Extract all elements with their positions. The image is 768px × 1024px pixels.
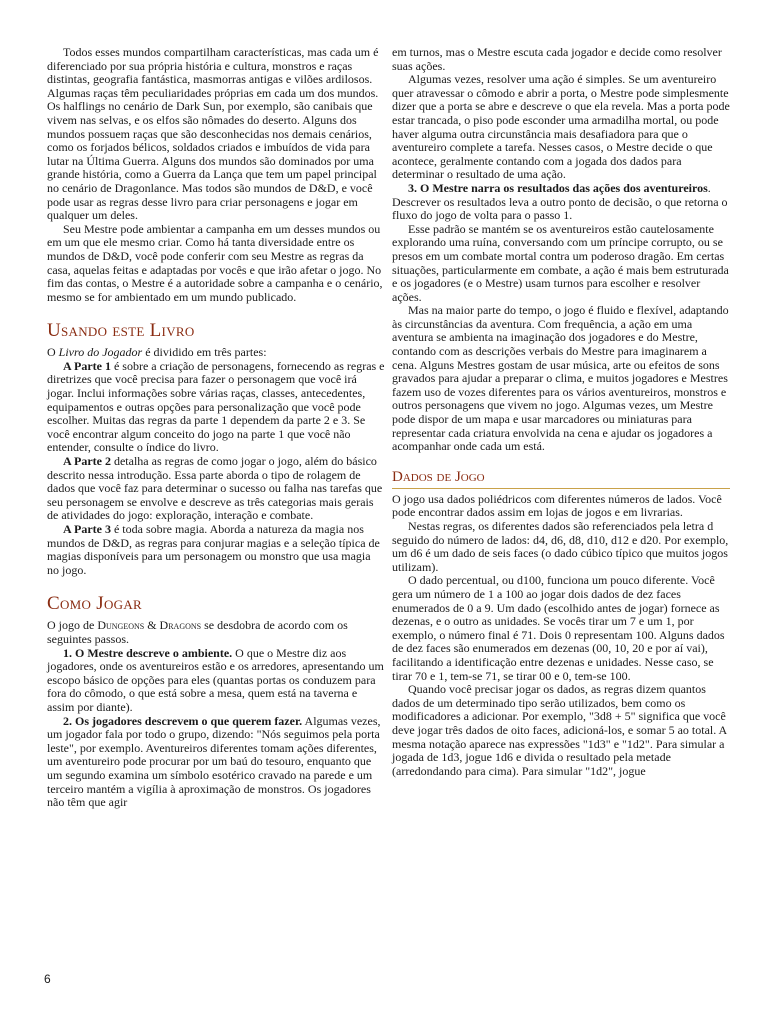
- heading-dados-de-jogo: Dados de Jogo: [392, 468, 730, 489]
- text: O: [47, 345, 59, 360]
- game-title: Dungeons & Dragons: [97, 618, 202, 633]
- paragraph: em turnos, mas o Mestre escuta cada jogador e decide como resolver suas ações.: [392, 45, 722, 73]
- paragraph: O dado percentual, ou d100, funciona um pouco diferente. Você gera um número de 1 a 100 ao jogar dois dados de dez faces enumerados de 0 a 9. Um dado (escolhido antes de jogar) fornece as dezenas, e o outro as unidades. Se vocês tirar um 7 e um 1, por exemplo, o número final é 71. Dois 0 representam 100. Alguns dados de dez faces são enumerados em dezenas (00, 10, 20 e por aí vai), facilitando a identificação entre dezenas e unidades. Nesse caso, se tirar 70 e 1, tem-se 71, se tirar 00 e 0, tem-se 100.: [392, 573, 725, 683]
- heading-como-jogar: Como Jogar: [47, 593, 142, 615]
- paragraph-step-3: [392, 182, 730, 223]
- paragraph-step-1: [47, 647, 385, 715]
- paragraph: Nestas regras, os diferentes dados são referenciados pela letra d seguido do número de lados: d4, d6, d8, d10, d12 e d20. Por exemplo, um d6 é um dado de seis faces (o dado cúbico típico que muitos jogos utilizam).: [392, 519, 729, 574]
- paragraph: Esse padrão se mantém se os aventureiros estão cautelosamente explorando uma ruína, conversando com um príncipe corrupto, ou se presos em um combate mortal contra um poderoso dragão. Em certas situações, particularmente em combate, a ação é mais bem estruturada e os jogadores (e o Mestre) usam turnos para escolher e resolver ações.: [392, 221, 729, 304]
- paragraph: Mas na maior parte do tempo, o jogo é fluido e flexível, adaptando às circunstâncias da aventura. Com frequência, a ação em uma aventura se ambienta na imaginação dos jogadores e do Mestre, contando com as descrições verbais do Mestre para imaginarem a cena. Alguns Mestres gostam de usar música, arte ou efeitos de sons gravados para ajudar a preparar o clima, e muitos jogadores e Mestres fazem uso de vozes diferentes para os vários aventureiros, monstros e outros personagens que vivem no jogo. Algumas vezes, um Mestre pode dispor de um mapa e usar marcadores ou miniaturas para representar cada criatura envolvida na cena e ajudar os jogadores a acompanhar onde cada um está.: [392, 303, 729, 454]
- bold-lead: 1. O Mestre descreve o ambiente.: [63, 645, 233, 660]
- paragraph: Todos esses mundos compartilham características, mas cada um é diferenciado por sua própria história e cultura, monstros e raças distintas, geografia fantástica, masmorras antigas e vilões ardilosos. Algumas raças têm peculiaridades próprias em cada um dos mundos. Os halflings no cenário de Dark Sun, por exemplo, são canibais que vivem nas selvas, e os elfos são nômades do deserto. Alguns dos mundos possuem raças que são desconhecidas nos demais cenários, como os forjados bélicos, soldados criados e imbuídos de vida para lutar na Última Guerra. Alguns dos mundos são dominados por uma grande história, como a Guerra da Lança que tem um papel principal no cenário de Dragonlance. Mas todos são mundos de D&D, e você pode usar as regras desse livro para criar personagens e jogar em qualquer um deles.: [47, 45, 379, 223]
- text: . Descrever os resultados leva a outro ponto de decisão, o que retorna o fluxo do jogo de volta para o passo 1.: [392, 180, 728, 223]
- paragraph-step-2: [47, 715, 385, 810]
- page-number: 6: [44, 972, 51, 986]
- text: se desdobra de acordo com os seguintes passos.: [47, 618, 348, 646]
- right-column: [392, 46, 730, 778]
- paragraph-parte-2: [47, 455, 385, 523]
- text: O jogo de: [47, 618, 98, 633]
- heading-usando-este-livro: Usando este Livro: [47, 320, 195, 342]
- bold-lead: A Parte 1: [63, 358, 111, 373]
- bold-lead: 3. O Mestre narra os resultados das ações dos aventureiros: [408, 180, 708, 195]
- paragraph: Algumas vezes, resolver uma ação é simples. Se um aventureiro quer atravessar o cômodo e abrir a porta, o Mestre pode simplesmente dizer que a porta se abre e descreve o que ela revela. Mas a porta pode estar trancada, o piso pode esconder uma armadilha mortal, ou pode haver alguma outra circunstância mais desafiadora para que o aventureiro complete a tarefa. Nesses casos, o Mestre decide o que acontece, geralmente contando com a jogada dos dados para determinar o resultado de uma ação.: [392, 72, 730, 182]
- paragraph: [47, 619, 385, 646]
- text: Algumas vezes, um jogador fala por todo o grupo, dizendo: "Nós seguimos pela porta leste", por exemplo. Aventureiros diferentes tomam ações diferentes, um aventureiro pode procurar por um baú do tesouro, enquanto que um segundo examina um símbolo esotérico cravado na parede e um terceiro mantém a vigília à aproximação de monstros. Os jogadores não têm que agir: [47, 713, 381, 810]
- paragraph: O jogo usa dados poliédricos com diferentes números de lados. Você pode encontrar dados assim em lojas de jogos e em livrarias.: [392, 491, 722, 520]
- book-title: Livro do Jogador: [58, 345, 143, 360]
- text: é toda sobre magia. Aborda a natureza da magia nos mundos de D&D, as regras para conjurar magias e a seleção típica de magias disponíveis para um personagem ou monstro que usa magia no jogo.: [47, 522, 380, 577]
- paragraph: Quando você precisar jogar os dados, as regras dizem quantos dados de um determinado tipo serão utilizados, bem como os modificadores a adicionar. Por exemplo, "3d8 + 5" significa que você deve jogar três dados de oito faces, adicioná-los, e somar 5 ao total. A mesma notação aparece nas expressões "1d3" e "1d2". Para simular a jogada de 1d3, jogue 1d6 e divida o resultado pela metade (arredondando para cima). Para simular "1d2", jogue: [392, 682, 727, 778]
- text: é dividido em três partes:: [142, 345, 267, 360]
- paragraph: Seu Mestre pode ambientar a campanha em um desses mundos ou em um que ele mesmo criar. Como há tanta diversidade entre os mundos de D&D, você pode conferir com seu Mestre as regras da casa, aquelas feitas e adaptadas por vocês e que irão afetar o jogo. No fim das contas, o Mestre é a autoridade sobre a campanha e o cenário, mesmo se for ambientado em um mundo publicado.: [47, 221, 383, 304]
- bold-lead: 2. Os jogadores descrevem o que querem fazer.: [63, 713, 303, 728]
- bold-lead: A Parte 2: [63, 454, 111, 469]
- left-column: [47, 46, 385, 810]
- paragraph: [47, 346, 385, 360]
- paragraph-parte-3: [47, 523, 385, 577]
- bold-lead: A Parte 3: [63, 522, 111, 536]
- text: O que o Mestre diz aos jogadores, onde os aventureiros estão e os arredores, apresentando um escopo básico de opções para eles (quantas portas os conduzem para fora do cômodo, o que está sobre a mesa, quem está na taverna e assim por diante).: [47, 645, 384, 714]
- text: detalha as regras de como jogar o jogo, além do básico descrito nessa introdução. Essa parte aborda o tipo de rolagem de dados que você faz para determinar o sucesso ou falha nas tarefas que seu personagem se envolve e descreve as três categorias mais gerais de atividades do jogo: exploração, interação e combate.: [47, 454, 383, 523]
- paragraph-parte-1: [47, 360, 385, 455]
- text: é sobre a criação de personagens, fornecendo as regras e diretrizes que você precisa para fazer o personagem que você irá jogar. Inclui informações sobre várias raças, classes, antecedentes, equipamentos e outras opções para personalização que você pode escolher. Muitas das regras da parte 1 dependem da parte 2 e 3. Se você encontrar algum conceito do jogo na parte 1 que você não entender, consulte o índice do livro.: [47, 358, 385, 455]
